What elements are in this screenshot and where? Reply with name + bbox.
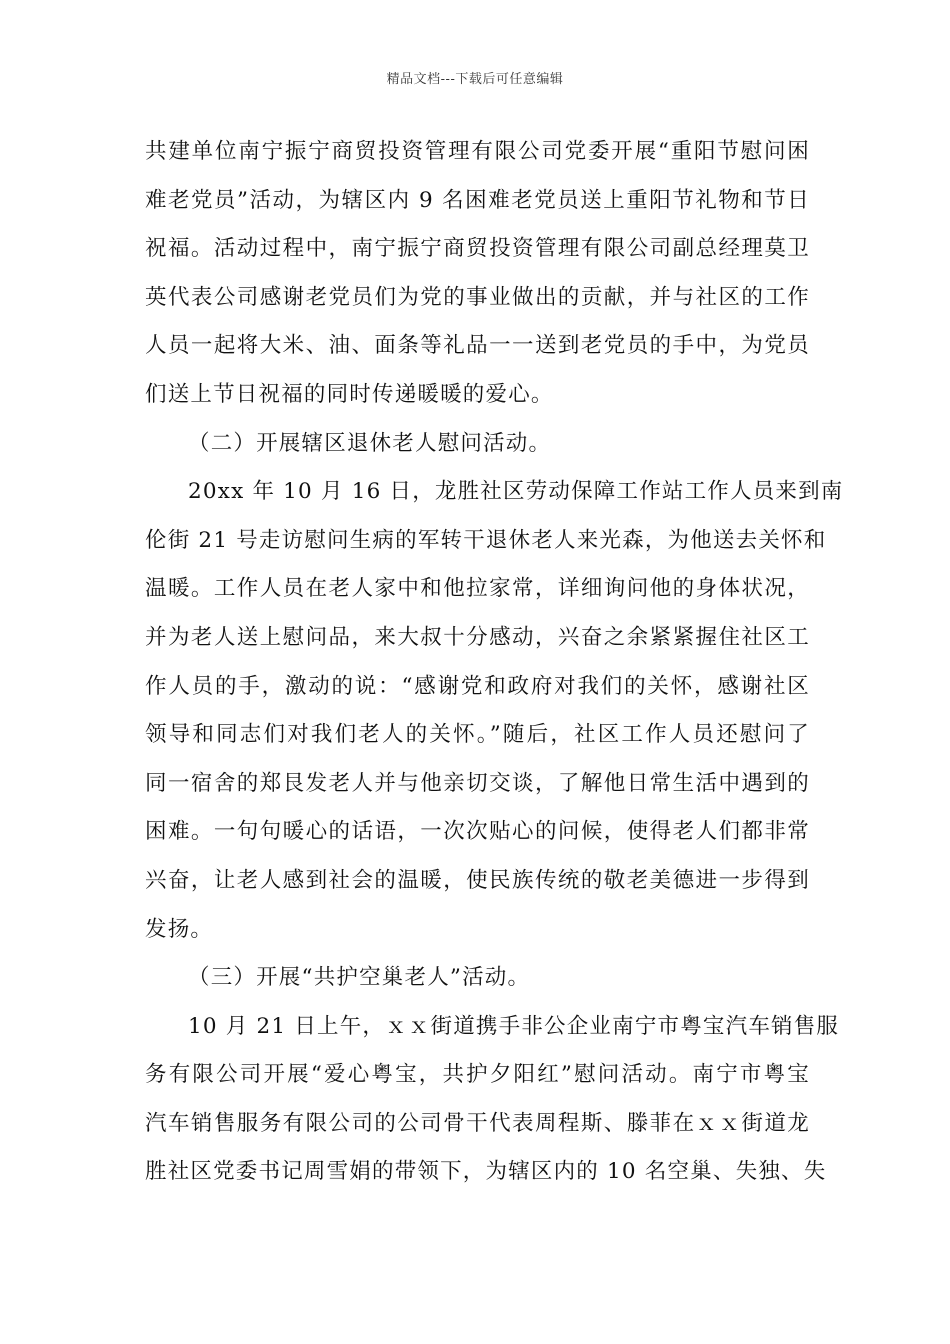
text-line: 务有限公司开展“爱心粤宝，共护夕阳红”慰问活动。南宁市粤宝 (145, 1062, 810, 1088)
section-heading: （二）开展辖区退休老人慰问活动。 (188, 430, 552, 456)
text-line: 汽车销售服务有限公司的公司骨干代表周程斯、滕菲在ｘｘ街道龙 (145, 1110, 810, 1136)
text-line: 10 月 21 日上午，ｘｘ街道携手非公企业南宁市粤宝汽车销售服 (188, 1013, 840, 1039)
text-line: 共建单位南宁振宁商贸投资管理有限公司党委开展“重阳节慰问困 (145, 139, 810, 164)
text-line: 们送上节日祝福的同时传递暖暖的爱心。 (145, 381, 554, 407)
text-line: 温暖。工作人员在老人家中和他拉家常，详细询问他的身体状况， (145, 576, 810, 602)
page-header: 精品文档---下载后可任意编辑 (386, 72, 564, 87)
text-line: 20xx 年 10 月 16 日，龙胜社区劳动保障工作站工作人员来到南 (188, 479, 844, 505)
text-line: 祝福。活动过程中，南宁振宁商贸投资管理有限公司副总经理莫卫 (145, 236, 810, 262)
text-line: 伦街 21 号走访慰问生病的军转干退休老人来光森，为他送去关怀和 (145, 527, 827, 553)
text-line: 难老党员”活动，为辖区内 9 名困难老党员送上重阳节礼物和节日 (145, 187, 810, 213)
text-line: 领导和同志们对我们老人的关怀。”随后，社区工作人员还慰问了 (145, 722, 810, 748)
text-line: 胜社区党委书记周雪娟的带领下，为辖区内的 10 名空巢、失独、失 (145, 1159, 827, 1185)
text-line: 困难。一句句暖心的话语，一次次贴心的问候，使得老人们都非常 (145, 819, 810, 845)
section-heading: （三）开展“共护空巢老人”活动。 (188, 965, 531, 991)
text-line: 发扬。 (145, 916, 214, 942)
document-body (145, 128, 844, 1197)
text-line: 同一宿舍的郑艮发老人并与他亲切交谈，了解他日常生活中遇到的 (145, 770, 810, 796)
text-line: 作人员的手，激动的说：“感谢党和政府对我们的关怀，感谢社区 (145, 673, 810, 699)
text-line: 并为老人送上慰问品，来大叔十分感动，兴奋之余紧紧握住社区工 (145, 624, 810, 650)
text-line: 英代表公司感谢老党员们为党的事业做出的贡献，并与社区的工作 (145, 284, 810, 310)
text-line: 人员一起将大米、油、面条等礼品一一送到老党员的手中，为党员 (145, 333, 810, 359)
text-line: 兴奋，让老人感到社会的温暖，使民族传统的敬老美德进一步得到 (145, 867, 810, 893)
